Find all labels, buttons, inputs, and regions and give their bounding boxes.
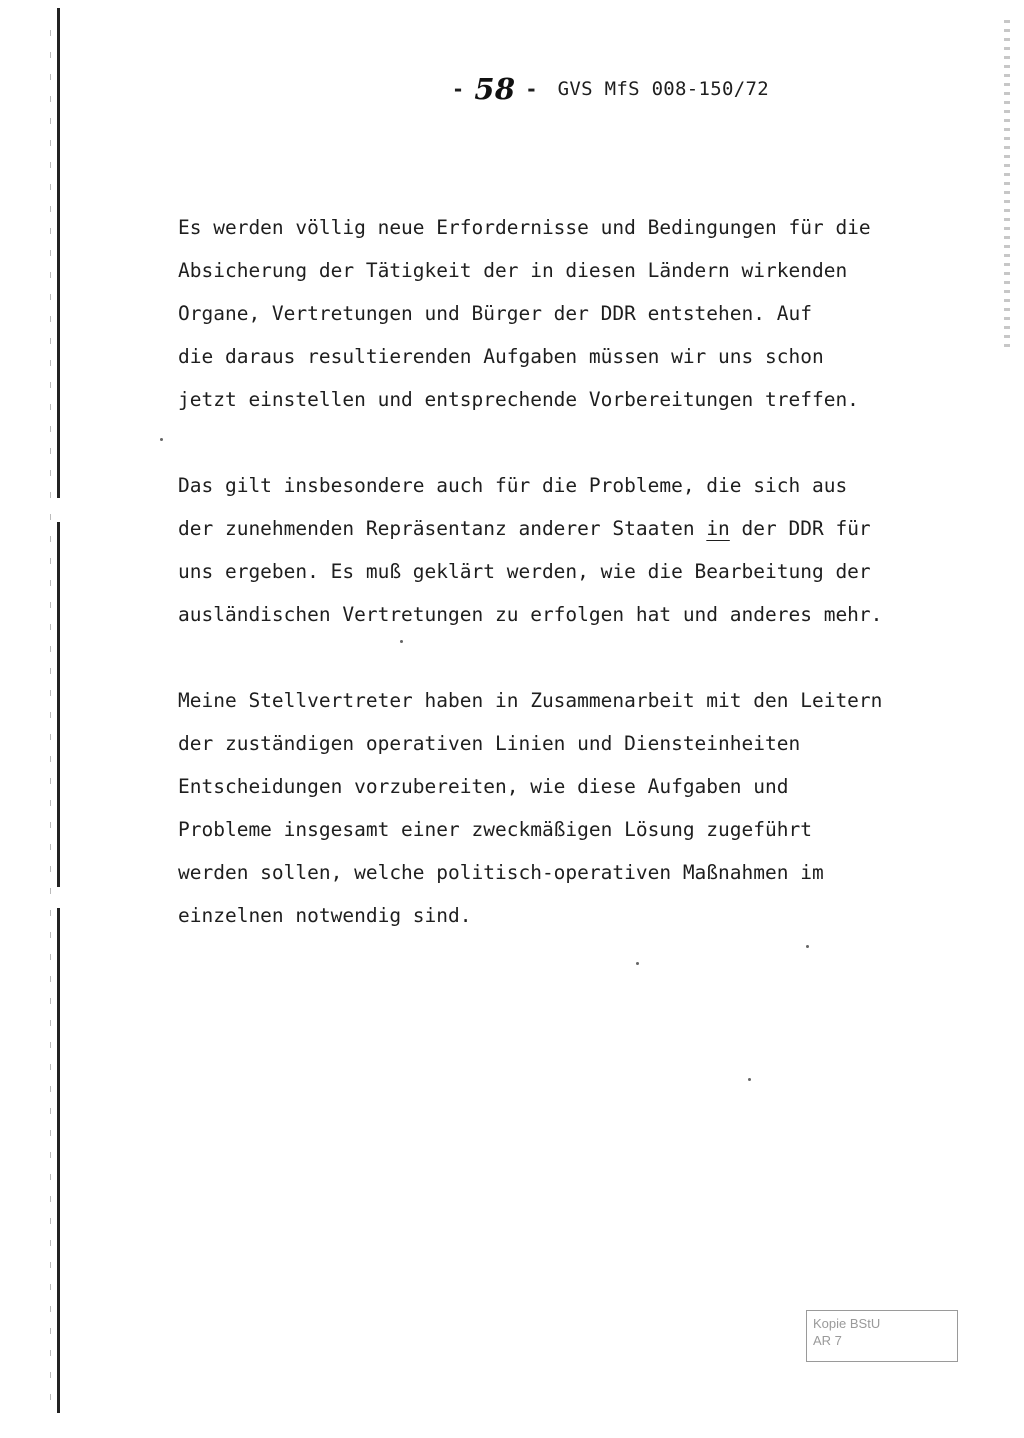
paragraph	[178, 206, 978, 421]
text-line: Organe, Vertretungen und Bürger der DDR entstehen. Auf	[178, 302, 812, 325]
scan-speck	[748, 1078, 751, 1081]
text-line: werden sollen, welche politisch-operativen Maßnahmen im	[178, 861, 824, 884]
binding-edge	[57, 8, 60, 498]
text-line: die daraus resultierenden Aufgaben müssen wir uns schon	[178, 345, 824, 368]
text-line: jetzt einstellen und entsprechende Vorbereitungen treffen.	[178, 388, 859, 411]
scan-speck	[806, 945, 809, 948]
text-line: Entscheidungen vorzubereiten, wie diese Aufgaben und	[178, 775, 789, 798]
stamp-line: AR 7	[813, 1333, 842, 1348]
text-line: Absicherung der Tätigkeit der in diesen Ländern wirkenden	[178, 259, 848, 282]
binding-edge	[57, 522, 60, 887]
paragraph	[178, 464, 978, 636]
text-line: uns ergeben. Es muß geklärt werden, wie die Bearbeitung der	[178, 560, 871, 583]
text-line: Es werden völlig neue Erfordernisse und Bedingungen für die	[178, 216, 871, 239]
document-body	[178, 206, 978, 980]
text-line: Das gilt insbesondere auch für die Probleme, die sich aus	[178, 474, 848, 497]
scan-speck	[400, 640, 403, 643]
scan-noise	[50, 30, 51, 1410]
text-line	[178, 507, 978, 550]
text-segment: der zunehmenden Repräsentanz anderer Staaten	[178, 517, 695, 540]
document-reference: GVS MfS 008-150/72	[557, 78, 769, 100]
scan-speck	[636, 962, 639, 965]
page-number: 58	[474, 72, 516, 106]
scan-noise	[1004, 20, 1010, 350]
stamp-line: Kopie BStU	[813, 1316, 881, 1331]
text-line: einzelnen notwendig sind.	[178, 904, 472, 927]
text-segment: der DDR für	[729, 517, 871, 540]
page-header: - 58 - GVS MfS 008-150/72	[452, 72, 769, 106]
underlined-word: in	[706, 517, 730, 540]
paragraph	[178, 679, 978, 937]
text-line: Meine Stellvertreter haben in Zusammenarbeit mit den Leitern	[178, 689, 883, 712]
text-line: der zuständigen operativen Linien und Diensteinheiten	[178, 732, 801, 755]
text-line: Probleme insgesamt einer zweckmäßigen Lösung zugeführt	[178, 818, 812, 841]
text-line: ausländischen Vertretungen zu erfolgen hat und anderes mehr.	[178, 603, 883, 626]
scan-speck	[160, 438, 163, 441]
binding-edge	[57, 908, 60, 1413]
archive-stamp	[806, 1310, 958, 1362]
